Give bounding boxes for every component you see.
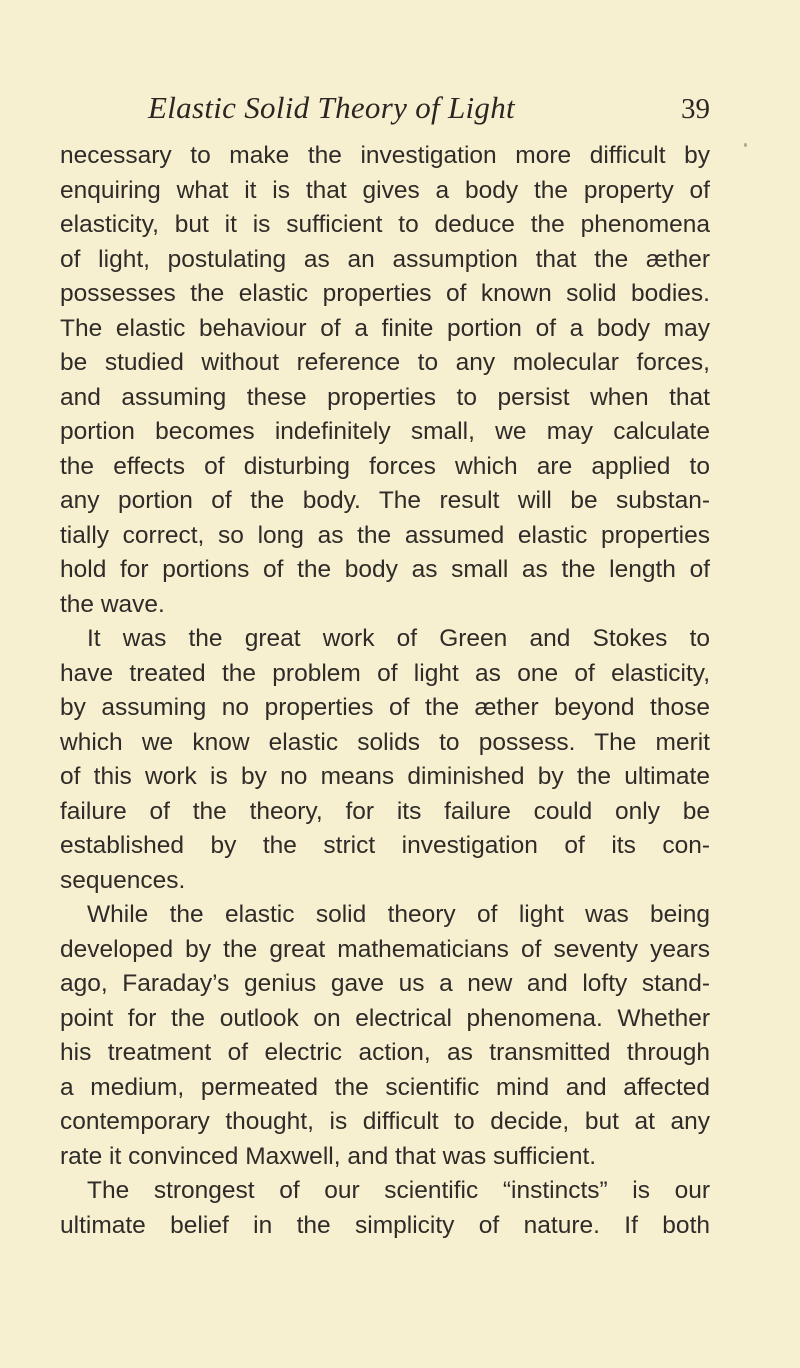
text-line: developed by the great mathematicians of seventy years (60, 935, 710, 963)
text-line: necessary to make the investigation more difficult by (60, 142, 710, 169)
paper-speck (744, 143, 747, 147)
text-line: elasticity, but it is sufficient to deduce the phenomena (60, 211, 710, 238)
body-text (60, 139, 710, 1243)
page-header (60, 90, 710, 134)
text-line: enquiring what it is that gives a body the property of (60, 176, 710, 204)
text-line: failure of the theory, for its failure could only be (60, 797, 710, 825)
text-line: It was the great work of Green and Stokes to (87, 625, 710, 652)
text-line: rate it convinced Maxwell, and that was sufficient. (60, 1142, 597, 1170)
text-line: his treatment of electric action, as transmitted through (60, 1039, 710, 1066)
running-head: Elastic Solid Theory of Light (148, 90, 515, 125)
text-line: point for the outlook on electrical phenomena. Whether (60, 1004, 710, 1032)
text-line: established by the strict investigation of its con- (60, 832, 710, 859)
text-line: which we know elastic solids to possess. The merit (60, 728, 710, 756)
text-line: possesses the elastic properties of known solid bodies. (60, 280, 710, 307)
text-line: of this work is by no means diminished by the ultimate (60, 763, 710, 790)
text-line: be studied without reference to any molecular forces, (60, 349, 710, 376)
text-line: any portion of the body. The result will be substan- (60, 487, 710, 514)
text-line: of light, postulating as an assumption that the æther (60, 245, 710, 273)
text-line: tially correct, so long as the assumed elastic properties (60, 521, 710, 549)
text-line: the wave. (60, 590, 165, 618)
text-line: and assuming these properties to persist when that (60, 383, 710, 411)
text-line: ago, Faraday’s genius gave us a new and lofty stand- (60, 970, 710, 997)
text-line: hold for portions of the body as small as the length of (60, 556, 710, 583)
text-line: contemporary thought, is difficult to decide, but at any (60, 1108, 710, 1135)
text-line: the effects of disturbing forces which are applied to (60, 452, 710, 480)
text-line: a medium, permeated the scientific mind and affected (60, 1073, 710, 1101)
text-line: The strongest of our scientific “instincts” is our (87, 1177, 710, 1204)
text-line: have treated the problem of light as one of elasticity, (60, 659, 710, 687)
text-line: ultimate belief in the simplicity of nature. If both (60, 1211, 710, 1239)
text-line: sequences. (60, 866, 186, 894)
page-number: 39 (681, 93, 710, 125)
text-line: portion becomes indefinitely small, we may calculate (60, 418, 710, 445)
text-line: by assuming no properties of the æther beyond those (60, 694, 710, 721)
text-line: While the elastic solid theory of light was being (87, 901, 710, 928)
text-line: The elastic behaviour of a finite portion of a body may (60, 314, 710, 342)
